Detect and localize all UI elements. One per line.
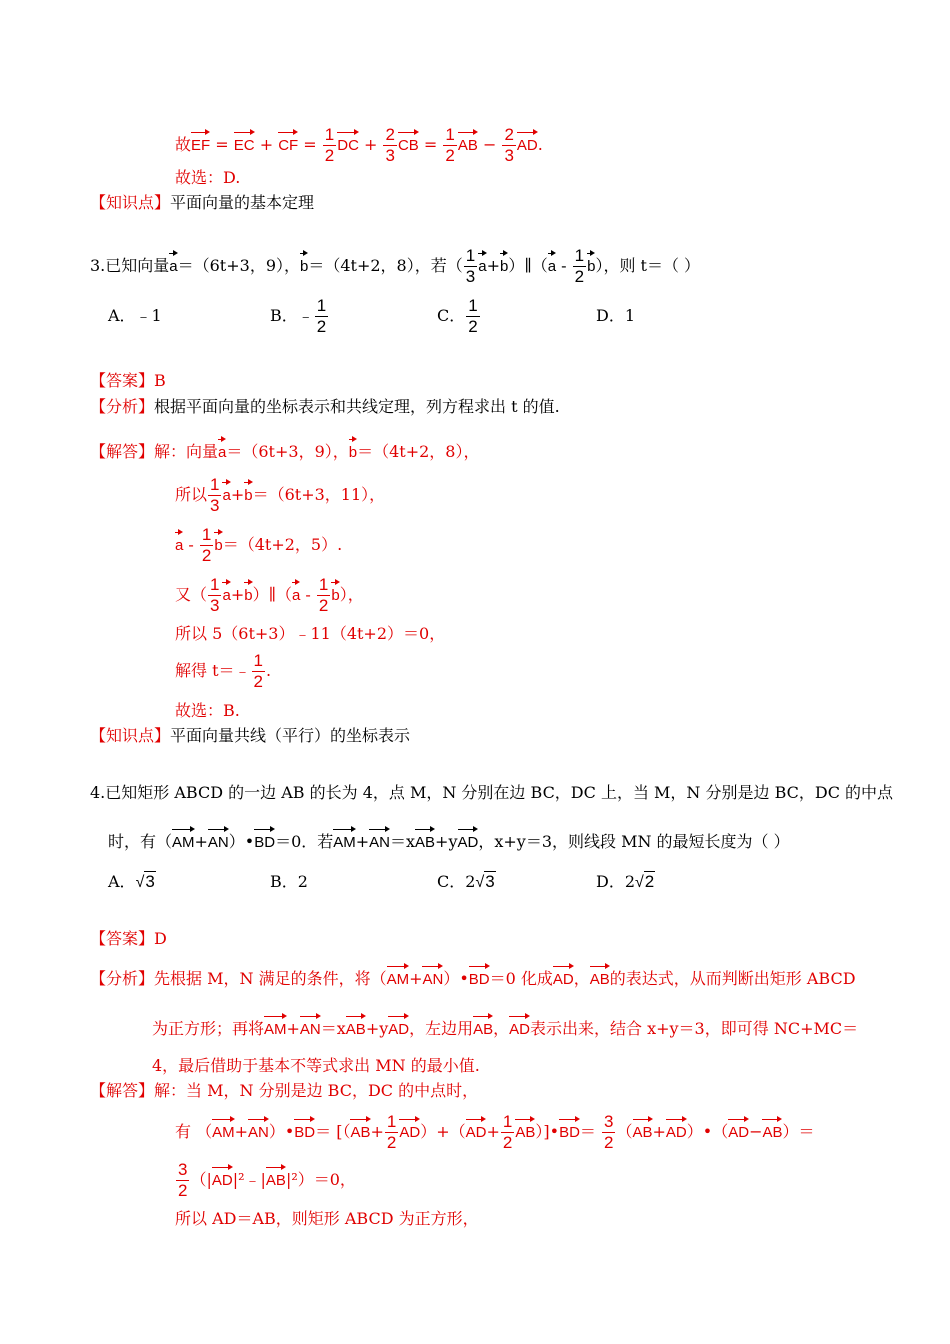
- vector-a: a: [169, 250, 177, 278]
- vector-ad: AD: [517, 129, 538, 157]
- q3-option-a: A．﹣1: [108, 306, 162, 325]
- q4-solution-line-1: 【解答】解：当 M，N 分别是边 BC，DC 的中点时，: [90, 1081, 479, 1100]
- q3-solution-line-4: 又（ $\frac{1}{3}$ a+b）∥（a - $\frac{1}{2}$ b），: [175, 575, 364, 615]
- fraction-half: $\frac{1}{2}$: [316, 296, 327, 336]
- fraction-half: $\frac{1}{2}$: [324, 125, 335, 165]
- q4-analysis-line-2: 为正方形；再将AM+AN＝xAB+yAD，左边用AB，AD表示出来，结合 x+y＝3，即可得 NC+MC＝: [152, 1013, 858, 1041]
- q3-solution-line-3: a - $\frac{1}{2}$ b＝（4t+2，5）.: [175, 525, 343, 565]
- q3-answer: 【答案】B: [90, 371, 166, 390]
- q4-option-c: C．2√3: [437, 872, 495, 891]
- q4-analysis-line-3: 4，最后借助于基本不等式求出 MN 的最小值.: [152, 1056, 480, 1075]
- fraction-half: $\frac{1}{2}$: [468, 296, 478, 336]
- knowledge-point-line: [90, 192, 314, 214]
- q3-solution-line-6: 解得 t＝﹣ $\frac{1}{2}$ .: [175, 651, 272, 691]
- kp-tag: 【知识点】: [90, 193, 171, 212]
- q3-solution-line-5: 所以 5（6t+3）﹣11（4t+2）＝0，: [175, 624, 446, 643]
- q3-option-d: D．1: [596, 306, 636, 325]
- q4-answer: 【答案】D: [90, 929, 167, 948]
- q3-stem: 3.已知向量a＝（6t+3，9），b＝（4t+2，8），若（ $\frac{1}{3}$ a+b）∥（a - $\frac{1}{2}$ b），则 t＝（ ）: [90, 246, 701, 286]
- prefix-text: 故: [175, 135, 192, 154]
- q3-knowledge-point: 【知识点】平面向量共线（平行）的坐标表示: [90, 726, 411, 745]
- q3-analysis: 【分析】根据平面向量的坐标表示和共线定理，列方程求出 t 的值.: [90, 397, 560, 416]
- q4-option-a: A．√3: [108, 872, 155, 891]
- fraction-half: $\frac{1}{2}$: [445, 125, 455, 165]
- ef-expression-line: 故EF = EC + CF = $\frac{1}{2}$ DC + $\frac{2}{3}$ CB = $\frac{1}{2}$ AB − $\frac{2}{3}$ AD.: [175, 125, 543, 165]
- q4-option-b: B．2: [270, 872, 308, 891]
- vector-cb: CB: [398, 129, 419, 157]
- fraction-two-thirds: $\frac{2}{3}$: [385, 125, 395, 165]
- q4-option-d: D．2√2: [596, 872, 655, 891]
- q3-option-b: B．﹣ $\frac{1}{2}$: [270, 296, 327, 336]
- fraction-one-third: $\frac{1}{3}$: [465, 246, 476, 286]
- vector-ec: EC: [234, 129, 255, 157]
- q4-stem-line-2: 时，有（AM+AN）•BD＝0．若AM+AN＝xAB+yAD，x+y＝3，则线段 MN 的最短长度为（ ）: [108, 826, 790, 854]
- q4-stem-line-1: 4.已知矩形 ABCD 的一边 AB 的长为 4，点 M，N 分别在边 BC，DC 上，当 M，N 分别是边 BC，DC 的中点: [90, 783, 894, 802]
- q3-solution-line-2: 所以 $\frac{1}{3}$ a+b＝（6t+3，11），: [175, 475, 386, 515]
- vector-cf: CF: [278, 129, 298, 157]
- vector-ab: AB: [458, 129, 478, 157]
- q3-option-c: C． $\frac{1}{2}$: [437, 296, 478, 336]
- q4-solution-line-4: 所以 AD＝AB，则矩形 ABCD 为正方形，: [175, 1209, 479, 1228]
- q4-analysis-line-1: 【分析】先根据 M，N 满足的条件，将（AM+AN）•BD＝0 化成AD，AB的表达式，从而判断出矩形 ABCD: [90, 963, 856, 991]
- kp-text: 平面向量的基本定理: [170, 193, 315, 212]
- vector-b: b: [300, 250, 308, 278]
- fraction-half: $\frac{1}{2}$: [574, 246, 585, 286]
- q3-select-line: 故选：B.: [175, 701, 240, 720]
- fraction-two-thirds: $\frac{2}{3}$: [504, 125, 514, 165]
- q4-solution-line-3: $\frac{3}{2}$ （|AD|²﹣|AB|²）＝0，: [178, 1160, 356, 1200]
- vector-ef: EF: [191, 129, 210, 157]
- select-line: 故选：D.: [175, 168, 241, 187]
- q3-solution-line-1: 【解答】解：向量a＝（6t+3，9），b＝（4t+2，8），: [90, 436, 480, 464]
- vector-dc: DC: [337, 129, 359, 157]
- q4-solution-line-2: 有 （AM+AN）•BD＝ [（AB+ $\frac{1}{2}$ AD）+（AD+ $\frac{1}{2}$ AB）]•BD＝ $\frac{3}{2}$ （AB+AD）•（AD−AB）＝: [175, 1112, 815, 1152]
